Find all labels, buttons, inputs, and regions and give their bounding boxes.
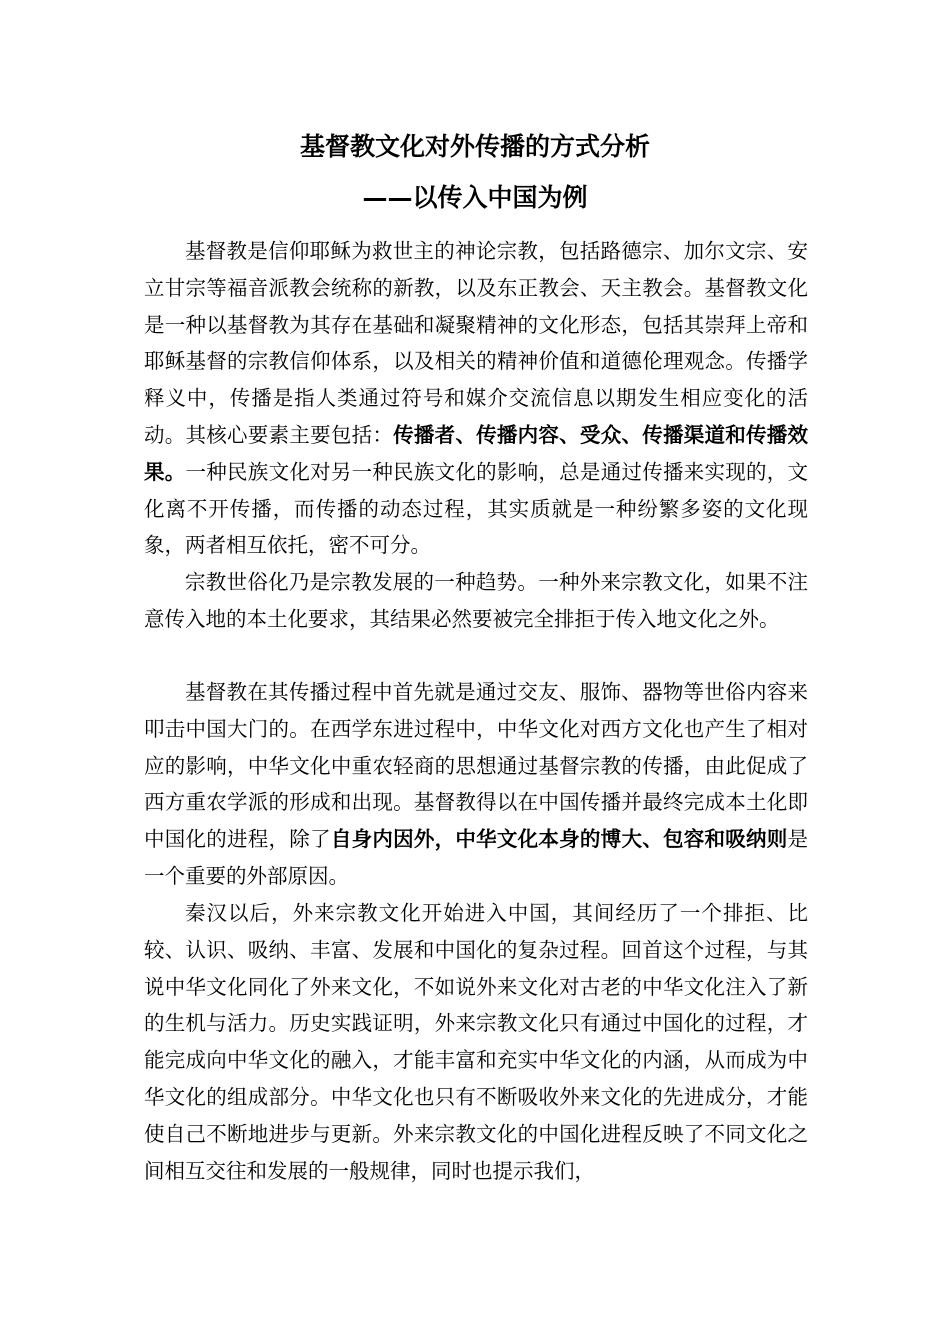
paragraph-text: 基督教在其传播过程中首先就是通过交友、服饰、器物等世俗内容来叩击中国大门的。在西学东进过程中，中华文化对西方文化也产生了相对应的影响，中华文化中重农轻商的思想通过基督宗教的传播，由此促成了西方重农学派的形成和出现。基督教得以在中国传播并最终完成本土化即中国化的进程，除了 (144, 680, 808, 852)
paragraph-text: 一种民族文化对另一种民族文化的影响，总是通过传播来实现的，文化离不开传播，而传播的动态过程，其实质就是一种纷繁多姿的文化现象，两者相互依托，密不可分。 (144, 459, 809, 558)
paragraph-3 (144, 674, 808, 895)
paragraph-4 (144, 895, 808, 1189)
paragraph-text: 秦汉以后，外来宗教文化开始进入中国，其间经历了一个排拒、比较、认识、吸纳、丰富、发展和中国化的复杂过程。回首这个过程，与其说中华文化同化了外来文化，不如说外来文化对古老的中华文化注入了新的生机与活力。历史实践证明，外来宗教文化只有通过中国化的过程，才能完成向中华文化的融入，才能丰富和充实中华文化的内涵，从而成为中华文化的组成部分。中华文化也只有不断吸收外来文化的先进成分，才能使自己不断地进步与更新。外来宗教文化的中国化进程反映了不同文化之间相互交往和发展的一般规律，同时也提示我们， (144, 901, 808, 1183)
paragraph-text: 宗教世俗化乃是宗教发展的一种趋势。一种外来宗教文化，如果不注意传入地的本土化要求，其结果必然要被完全排拒于传入地文化之外。 (144, 570, 808, 631)
emphasis-text: 传播者、传播内容、受众、传播渠道和传播效果。 (144, 422, 809, 484)
document-subtitle: ——以传入中国为例 (362, 183, 588, 212)
emphasis-text: 自身内因外，中华文化本身的博大、包容和吸纳则 (330, 827, 788, 852)
paragraph-text: 是一个重要的外部原因。 (144, 827, 809, 888)
paragraph-2 (144, 564, 808, 638)
paragraph-1 (144, 233, 808, 564)
document-title: 基督教文化对外传播的方式分析 (299, 132, 650, 161)
paragraph-text: 基督教是信仰耶稣为救世主的神论宗教，包括路德宗、加尔文宗、安立甘宗等福音派教会统称的新教，以及东正教会、天主教会。基督教文化是一种以基督教为其存在基础和凝聚精神的文化形态，包括其崇拜上帝和耶稣基督的宗教信仰体系，以及相关的精神价值和道德伦理观念。传播学释义中，传播是指人类通过符号和媒介交流信息以期发生相应变化的活动。其核心要素主要包括： (144, 239, 808, 447)
